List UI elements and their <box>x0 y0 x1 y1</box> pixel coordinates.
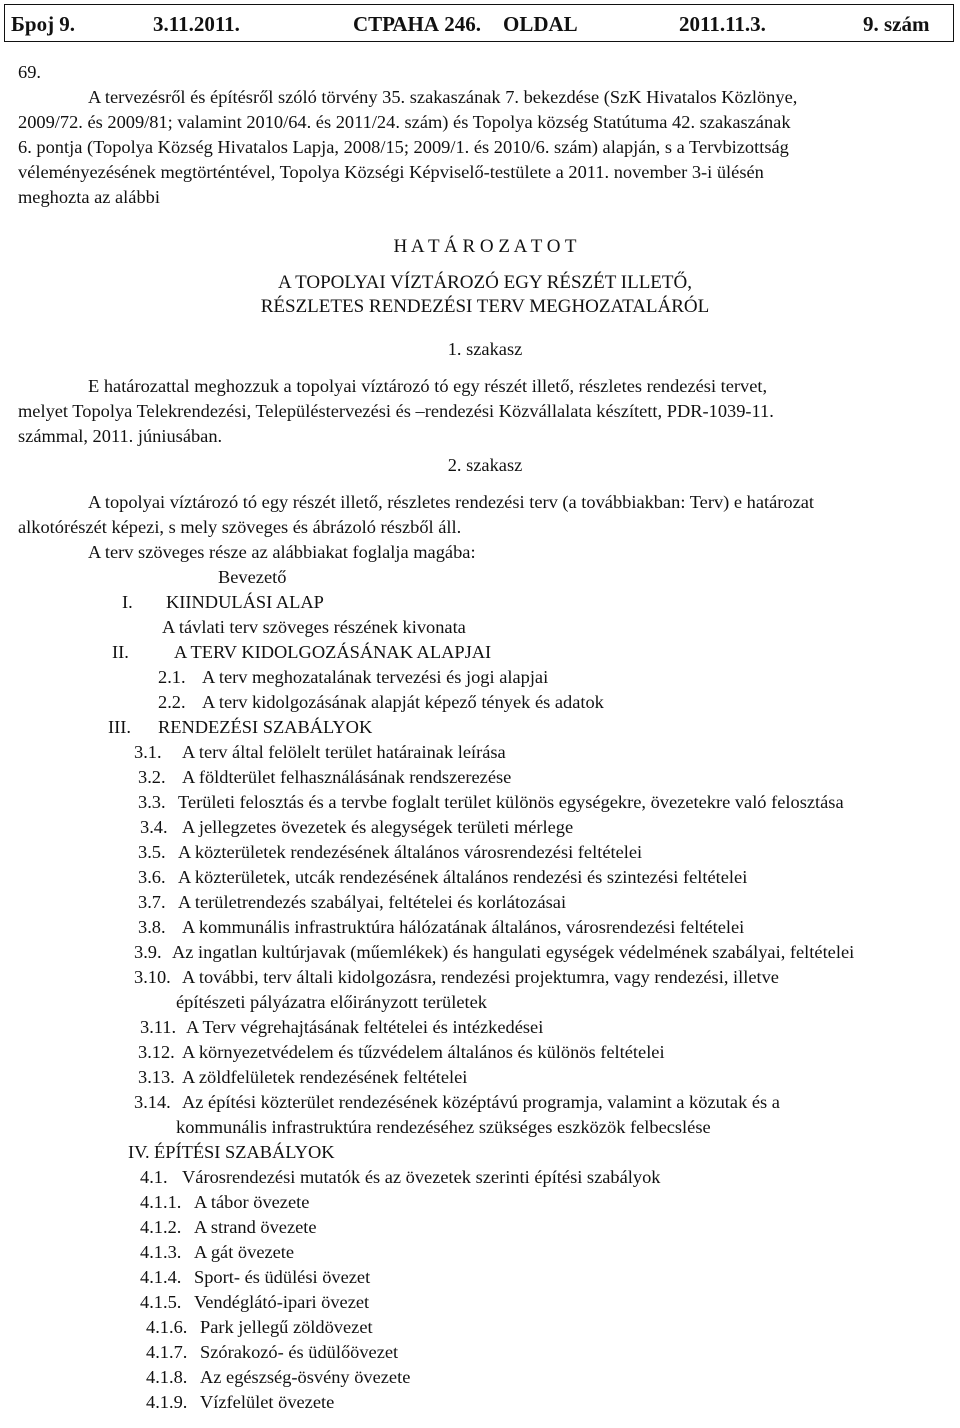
toc-item <box>18 690 952 715</box>
section2-body <box>18 490 952 540</box>
section1-heading: 1. szakasz <box>447 339 523 359</box>
header-issue-srb: Број 9. <box>11 12 76 36</box>
toc-item <box>18 1340 952 1365</box>
toc-item-number: 3.13. <box>138 1067 175 1087</box>
toc-item-number: I. <box>122 592 133 612</box>
toc-item-number: 3.7. <box>138 892 166 912</box>
toc-item-text: A Terv végrehajtásának feltételei és intézkedései <box>186 1017 544 1037</box>
toc-item-text: KIINDULÁSI ALAP <box>166 592 324 612</box>
toc-item-text: A távlati terv szöveges részének kivonata <box>162 617 466 637</box>
toc-item-text: A tábor övezete <box>194 1192 310 1212</box>
toc-item <box>18 1115 952 1140</box>
decision-title: H A T Á R O Z A T O T <box>393 236 577 257</box>
toc-item-text: A jellegzetes övezetek és alegységek területi mérlege <box>182 817 574 837</box>
toc-item-text: Vendéglátó-ipari övezet <box>194 1292 370 1312</box>
toc-item-number: II. <box>112 642 129 662</box>
toc-item-text: Bevezető <box>218 567 287 587</box>
toc-item <box>18 765 952 790</box>
toc-item <box>18 815 952 840</box>
section1-line: E határozattal meghozzuk a topolyai víztározó tó egy részét illető, részletes rendezési tervet, <box>88 376 768 396</box>
toc-item-number: 3.3. <box>138 792 166 812</box>
toc-item <box>18 1065 952 1090</box>
toc-item-text: A további, terv általi kidolgozásra, rendezési projektumra, vagy rendezési, illetve <box>182 967 779 987</box>
toc-item <box>18 1015 952 1040</box>
toc-item-number: III. <box>108 717 131 737</box>
toc-item-number: IV. <box>128 1142 150 1162</box>
toc-item-text: építészeti pályázatra előirányzott területek <box>176 992 487 1012</box>
toc-item <box>18 790 952 815</box>
toc-item-text: Vízfelület övezete <box>200 1392 335 1412</box>
section2-line: A topolyai víztározó tó egy részét illető, részletes rendezési terv (a továbbiakban: Terv) e határozat <box>88 492 815 512</box>
toc-item-text: A közterületek rendezésének általános városrendezési feltételei <box>178 842 643 862</box>
toc-item <box>18 640 952 665</box>
decision-subtitle-line1: A TOPOLYAI VÍZTÁROZÓ EGY RÉSZÉT ILLETŐ, <box>278 272 692 293</box>
preamble-line: A tervezésről és építésről szóló törvény 35. szakaszának 7. bekezdése (SzK Hivatalos Közlönye, <box>88 87 798 107</box>
toc-item-text: Városrendezési mutatók és az övezetek szerinti építési szabályok <box>182 1167 661 1187</box>
toc-item-text: Területi felosztás és a tervbe foglalt terület különös egységekre, övezetekre való felosztása <box>178 792 844 812</box>
toc-item-number: 3.6. <box>138 867 166 887</box>
toc-item-number: 4.1.3. <box>140 1242 182 1262</box>
toc-item-number: 3.8. <box>138 917 166 937</box>
header-page-srb: СТРАНА 246. <box>353 12 481 36</box>
page-header <box>4 4 954 42</box>
toc-item <box>18 990 952 1015</box>
toc-item-number: 4.1.4. <box>140 1267 182 1287</box>
toc-item-text: Az építési közterület rendezésének középtávú programja, valamint a közutak és a <box>182 1092 780 1112</box>
toc-item-text: A TERV KIDOLGOZÁSÁNAK ALAPJAI <box>174 642 492 662</box>
toc-intro: A terv szöveges része az alábbiakat foglalja magába: <box>88 542 476 562</box>
toc-item-text: RENDEZÉSI SZABÁLYOK <box>158 717 373 737</box>
preamble-line: 6. pontja (Topolya Község Hivatalos Lapja, 2008/15; 2009/1. és 2010/6. szám) alapján, s a Tervbizottság <box>18 137 789 157</box>
section2-heading: 2. szakasz <box>447 455 523 475</box>
toc-item-number: 4.1.8. <box>146 1367 188 1387</box>
toc-item-number: 4.1.6. <box>146 1317 188 1337</box>
toc-item-text: Szórakozó- és üdülőövezet <box>200 1342 399 1362</box>
toc-item-number: 3.10. <box>134 967 171 987</box>
toc-item-number: 4.1.5. <box>140 1292 182 1312</box>
toc-item-text: kommunális infrastruktúra rendezéséhez szükséges eszközök felbecslése <box>176 1117 711 1137</box>
toc-item-text: Park jellegű zöldövezet <box>200 1317 373 1337</box>
toc-item-text: A terv kidolgozásának alapját képező tények és adatok <box>202 692 604 712</box>
toc-item-text: A gát övezete <box>194 1242 295 1262</box>
toc-item-number: 3.5. <box>138 842 166 862</box>
toc-item-text: A földterület felhasználásának rendszerezése <box>182 767 512 787</box>
toc-item-number: 3.9. <box>134 942 162 962</box>
toc-item-text: A kommunális infrastruktúra hálózatának általános, városrendezési feltételei <box>182 917 745 937</box>
preamble-line: meghozta az alábbi <box>18 187 160 207</box>
item-number: 69. <box>18 62 41 82</box>
toc-item <box>18 565 952 590</box>
toc-item-text: A terv által felölelt terület határainak leírása <box>182 742 506 762</box>
header-date-hu: 2011.11.3. <box>679 12 766 36</box>
toc-item-number: 3.11. <box>140 1017 177 1037</box>
toc-item <box>18 1090 952 1115</box>
toc-item-text: A zöldfelületek rendezésének feltételei <box>182 1067 468 1087</box>
toc-item-text: A terv meghozatalának tervezési és jogi alapjai <box>202 667 549 687</box>
preamble <box>18 85 952 210</box>
toc-item-text: A területrendezés szabályai, feltételei és korlátozásai <box>178 892 567 912</box>
toc-item-text: ÉPÍTÉSI SZABÁLYOK <box>154 1142 335 1162</box>
decision-subtitle-line2: RÉSZLETES RENDEZÉSI TERV MEGHOZATALÁRÓL <box>260 296 710 317</box>
section2-line: alkotórészét képezi, s mely szöveges és ábrázoló részből áll. <box>18 517 462 537</box>
section1-line: számmal, 2011. júniusában. <box>18 426 223 446</box>
toc-item-number: 4.1.1. <box>140 1192 182 1212</box>
toc-item-number: 3.14. <box>134 1092 171 1112</box>
toc-item <box>18 865 952 890</box>
toc-item-text: A strand övezete <box>194 1217 317 1237</box>
toc-item <box>18 1215 952 1240</box>
toc-item-text: Az egészség-ösvény övezete <box>200 1367 411 1387</box>
toc-item <box>18 665 952 690</box>
toc-item <box>18 590 952 615</box>
toc-item <box>18 740 952 765</box>
toc-item <box>18 840 952 865</box>
toc-item-number: 4.1. <box>140 1167 168 1187</box>
toc-item <box>18 940 952 965</box>
toc-item <box>18 1240 952 1265</box>
toc-item-number: 3.1. <box>134 742 162 762</box>
toc-item-text: A közterületek, utcák rendezésének általános rendezési és szintezési feltételei <box>178 867 748 887</box>
toc-item <box>18 1040 952 1065</box>
toc-item <box>18 965 952 990</box>
toc-item <box>18 1390 952 1415</box>
toc-item <box>18 1140 952 1165</box>
toc-item-number: 3.4. <box>140 817 168 837</box>
toc-item <box>18 615 952 640</box>
preamble-line: 2009/72. és 2009/81; valamint 2010/64. és 2011/24. szám) és Topolya község Statútuma 42. szakaszának <box>18 112 791 132</box>
toc-item <box>18 1265 952 1290</box>
toc-item <box>18 1190 952 1215</box>
toc-item-number: 2.2. <box>158 692 186 712</box>
toc-item-number: 4.1.9. <box>146 1392 188 1412</box>
toc-item <box>18 890 952 915</box>
section1-line: melyet Topolya Telekrendezési, Településtervezési és –rendezési Közvállalata készített, PDR-1039-11. <box>18 401 774 421</box>
header-date-srb: 3.11.2011. <box>153 12 240 36</box>
toc-item-number: 3.2. <box>138 767 166 787</box>
toc-item-text: Sport- és üdülési övezet <box>194 1267 371 1287</box>
toc-item-number: 3.12. <box>138 1042 175 1062</box>
toc-item <box>18 1365 952 1390</box>
toc-item <box>18 1290 952 1315</box>
toc-item-number: 4.1.2. <box>140 1217 182 1237</box>
toc-item-number: 2.1. <box>158 667 186 687</box>
toc-item-text: Az ingatlan kultúrjavak (műemlékek) és hangulati egységek védelmének szabályai, feltételei <box>172 942 855 962</box>
toc-item <box>18 1165 952 1190</box>
preamble-line: véleményezésének megtörténtével, Topolya Községi Képviselő-testülete a 2011. november 3-i ülésén <box>18 162 764 182</box>
document-body <box>18 60 952 1415</box>
toc-item <box>18 715 952 740</box>
header-issue-hu: 9. szám <box>863 12 930 36</box>
section1-body <box>18 374 952 449</box>
toc-item-number: 4.1.7. <box>146 1342 188 1362</box>
table-of-contents <box>18 565 952 1415</box>
header-page-hu: OLDAL <box>503 12 578 36</box>
toc-item <box>18 1315 952 1340</box>
toc-item-text: A környezetvédelem és tűzvédelem általános és különös feltételei <box>182 1042 665 1062</box>
toc-item <box>18 915 952 940</box>
